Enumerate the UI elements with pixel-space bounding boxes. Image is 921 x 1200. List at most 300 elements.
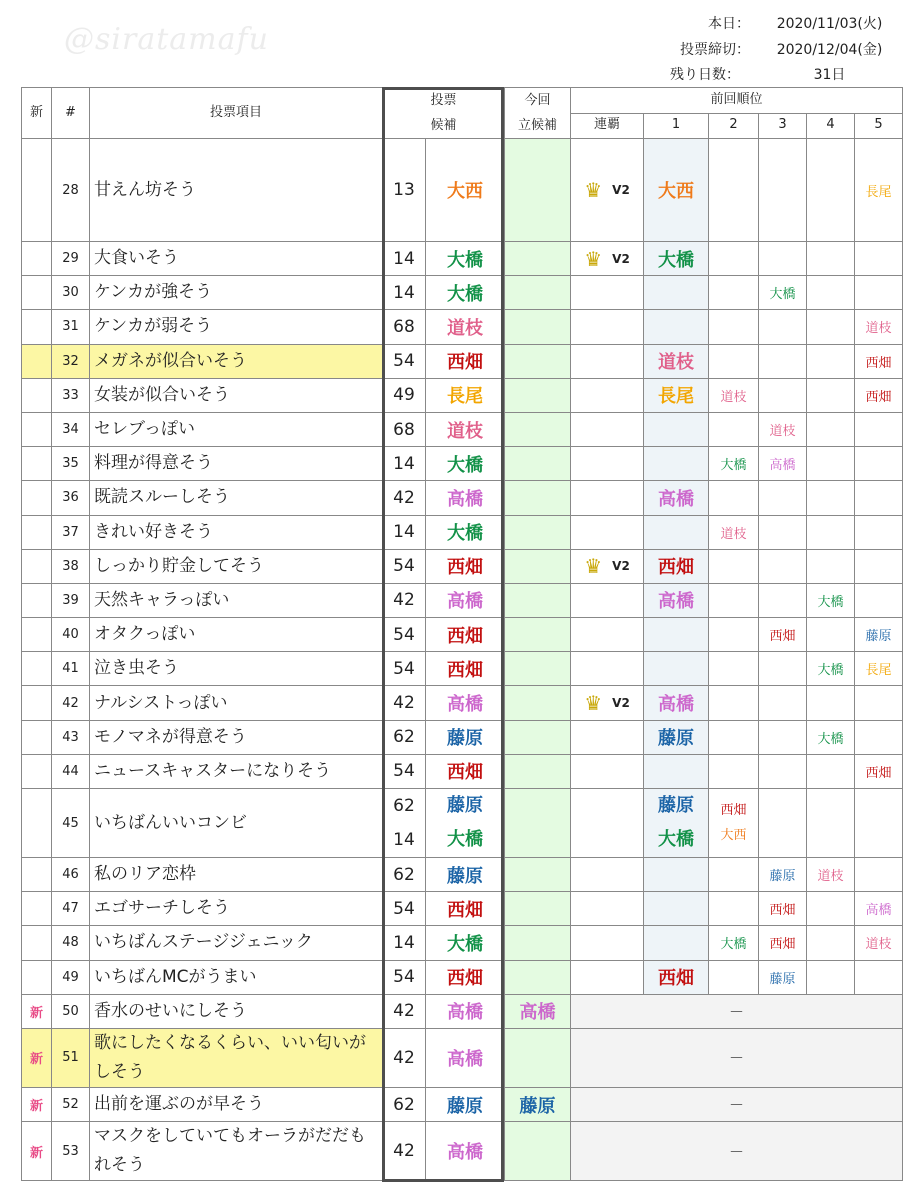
vote-item: 女装が似合いそう [90, 378, 383, 412]
rank-4-cell [807, 960, 855, 994]
crown-icon: ♛ [584, 178, 603, 202]
row-number: 49 [52, 960, 90, 994]
rank-5-cell: 西畑 [855, 754, 903, 788]
rank-4-cell [807, 276, 855, 310]
vote-candidate: 西畑 [426, 892, 505, 926]
vote-candidate: 高橋 [426, 994, 505, 1028]
rank-4-cell [807, 892, 855, 926]
today-label: 本日： [708, 16, 750, 32]
current-candidate [505, 960, 571, 994]
vote-number-1: 62 [393, 796, 415, 816]
streak-cell [571, 378, 644, 412]
new-mark [22, 447, 52, 481]
vote-item: 天然キャラっぽい [90, 583, 383, 617]
current-candidate [505, 549, 571, 583]
current-candidate [505, 618, 571, 652]
vote-item: オタクっぽい [90, 618, 383, 652]
rank-1-cell [644, 447, 709, 481]
current-candidate [505, 481, 571, 515]
rank-4-cell: 大橋 [807, 583, 855, 617]
row-number: 43 [52, 720, 90, 754]
vote-number: 42 [383, 583, 426, 617]
rank-1-cell: 藤原 [644, 720, 709, 754]
header-no: # [52, 88, 90, 139]
table-row [22, 139, 903, 242]
new-mark [22, 789, 52, 858]
header-item: 投票項目 [90, 88, 383, 139]
rank-4-cell [807, 378, 855, 412]
table-row [22, 686, 903, 720]
vote-item: メガネが似合いそう [90, 344, 383, 378]
rank-1-cell: 西畑 [644, 549, 709, 583]
new-mark [22, 926, 52, 960]
rank-2-cell [709, 652, 759, 686]
row-number: 51 [52, 1028, 90, 1087]
no-previous: － [571, 1028, 903, 1087]
row-number: 47 [52, 892, 90, 926]
table-row [22, 481, 903, 515]
table-row [22, 412, 903, 446]
rank-4-cell [807, 310, 855, 344]
vote-candidate: 西畑 [426, 618, 505, 652]
rank-4-cell [807, 344, 855, 378]
vote-candidate: 道枝 [426, 412, 505, 446]
rank-2-cell: 大橋 [709, 447, 759, 481]
header-rank-5: 5 [855, 113, 903, 139]
rank-5-cell: 西畑 [855, 344, 903, 378]
vote-candidate: 大橋 [426, 276, 505, 310]
row-number: 28 [52, 139, 90, 242]
vote-number: 68 [383, 310, 426, 344]
rank-3-cell [759, 242, 807, 276]
vote-number: 62 [383, 1087, 426, 1121]
vote-item: 香水のせいにしそう [90, 994, 383, 1028]
header-new: 新 [22, 88, 52, 139]
header-rank-2: 2 [709, 113, 759, 139]
table-row [22, 515, 903, 549]
rank-4-cell [807, 515, 855, 549]
vote-number: 14 [383, 515, 426, 549]
rank-4-cell [807, 481, 855, 515]
new-mark [22, 481, 52, 515]
rank-5-cell: 西畑 [855, 378, 903, 412]
vote-item: エゴサーチしそう [90, 892, 383, 926]
rank-5-cell [855, 583, 903, 617]
vote-item: ニュースキャスターになりそう [90, 754, 383, 788]
vote-item: マスクをしていてもオーラがだだもれそう [90, 1122, 383, 1181]
rank-5-cell: 道枝 [855, 310, 903, 344]
table-row [22, 960, 903, 994]
vote-number: 54 [383, 960, 426, 994]
rank-3-cell: 西畑 [759, 618, 807, 652]
rank-3-cell [759, 549, 807, 583]
header-current [505, 88, 571, 139]
table-row [22, 618, 903, 652]
rank-4-cell: 大橋 [807, 720, 855, 754]
rank-2-cell [709, 549, 759, 583]
vote-candidate: 藤原 [426, 858, 505, 892]
header-vote-line1: 投票 [430, 93, 457, 108]
rank-5-cell [855, 447, 903, 481]
rank-1-cell: 高橋 [644, 481, 709, 515]
vote-candidate-2: 大橋 [447, 829, 483, 850]
row-number: 36 [52, 481, 90, 515]
table-row [22, 344, 903, 378]
header-prev: 前回順位 [571, 88, 903, 114]
crown-icon: ♛ [584, 246, 603, 271]
rank-1-cell: 道枝 [644, 344, 709, 378]
table-row [22, 892, 903, 926]
rank-4-cell [807, 789, 855, 858]
rank-1-cell: 高橋 [644, 583, 709, 617]
table-row [22, 858, 903, 892]
row-number: 42 [52, 686, 90, 720]
rank-1-cell: 西畑 [644, 960, 709, 994]
current-candidate [505, 378, 571, 412]
vote-candidate: 西畑 [426, 549, 505, 583]
row-number: 52 [52, 1087, 90, 1121]
rank-2-cell [709, 686, 759, 720]
rank-5-cell [855, 960, 903, 994]
rank-1-cell: 大西 [644, 139, 709, 242]
vote-item: ナルシストっぽい [90, 686, 383, 720]
table-row [22, 789, 903, 858]
rank-4-cell [807, 926, 855, 960]
vote-number: 54 [383, 754, 426, 788]
current-candidate [505, 652, 571, 686]
row-number: 40 [52, 618, 90, 652]
vote-item: ケンカが強そう [90, 276, 383, 310]
vote-candidate: 大西 [426, 139, 505, 242]
current-candidate [505, 344, 571, 378]
rank-3-cell [759, 686, 807, 720]
rank-2-cell [709, 344, 759, 378]
vote-candidate: 西畑 [426, 754, 505, 788]
vote-candidate: 高橋 [426, 1028, 505, 1087]
table-row [22, 242, 903, 276]
vote-number: 14 [383, 276, 426, 310]
rank-1-cell: 高橋 [644, 686, 709, 720]
rank-4-cell [807, 412, 855, 446]
rank-4-cell [807, 754, 855, 788]
new-mark [22, 618, 52, 652]
streak-cell [571, 720, 644, 754]
header-current-line1: 今回 [524, 93, 551, 108]
vote-item: 料理が得意そう [90, 447, 383, 481]
vote-number: 54 [383, 652, 426, 686]
streak-cell [571, 139, 644, 242]
rank-3-cell [759, 344, 807, 378]
vote-item: しっかり貯金してそう [90, 549, 383, 583]
rank-1-cell [644, 412, 709, 446]
rank-3-cell: 藤原 [759, 960, 807, 994]
rank-5-cell [855, 720, 903, 754]
rank-5-cell: 藤原 [855, 618, 903, 652]
rank-1-name-2: 大橋 [658, 829, 695, 850]
vote-candidate: 藤原 [426, 1087, 505, 1121]
vote-item: ケンカが弱そう [90, 310, 383, 344]
rank-1-cell: 長尾 [644, 378, 709, 412]
vote-candidate: 高橋 [426, 481, 505, 515]
current-candidate [505, 892, 571, 926]
table-row [22, 926, 903, 960]
crown-icon: ♛ [584, 691, 603, 716]
rank-2-cell [709, 412, 759, 446]
current-candidate [505, 686, 571, 720]
current-candidate [505, 139, 571, 242]
vote-number-2: 14 [393, 830, 415, 850]
row-number: 46 [52, 858, 90, 892]
table-row [22, 1122, 903, 1181]
streak-cell [571, 276, 644, 310]
streak-cell [571, 481, 644, 515]
rank-3-cell: 大橋 [759, 276, 807, 310]
rank-1-cell [644, 926, 709, 960]
vote-number: 14 [383, 926, 426, 960]
current-candidate [505, 276, 571, 310]
vote-item: 泣き虫そう [90, 652, 383, 686]
rank-2-name: 西畑 [720, 803, 747, 818]
table-row [22, 652, 903, 686]
vote-item: 甘えん坊そう [90, 139, 383, 242]
vote-item: 私のリア恋枠 [90, 858, 383, 892]
new-mark [22, 378, 52, 412]
new-mark [22, 310, 52, 344]
vote-candidate: 道枝 [426, 310, 505, 344]
vote-item: 既読スルーしそう [90, 481, 383, 515]
vote-number: 54 [383, 549, 426, 583]
new-mark [22, 720, 52, 754]
vote-number: 42 [383, 686, 426, 720]
new-mark [22, 242, 52, 276]
vote-number: 42 [383, 1122, 426, 1181]
row-number: 44 [52, 754, 90, 788]
rank-1-cell: 大橋 [644, 242, 709, 276]
new-mark [22, 344, 52, 378]
current-candidate: 高橋 [505, 994, 571, 1028]
row-number: 33 [52, 378, 90, 412]
rank-2-cell [709, 583, 759, 617]
streak-cell [571, 858, 644, 892]
rank-2-cell [709, 276, 759, 310]
vote-candidate: 大橋 [426, 447, 505, 481]
vote-number: 42 [383, 1028, 426, 1087]
row-number: 35 [52, 447, 90, 481]
new-mark [22, 583, 52, 617]
new-mark [22, 754, 52, 788]
rank-3-cell: 西畑 [759, 892, 807, 926]
rank-5-cell [855, 515, 903, 549]
current-candidate [505, 1028, 571, 1087]
streak-cell [571, 686, 644, 720]
rank-4-cell [807, 686, 855, 720]
current-candidate [505, 412, 571, 446]
new-mark [22, 686, 52, 720]
deadline-label: 投票締切： [680, 42, 750, 58]
rank-2-cell [709, 310, 759, 344]
streak-cell [571, 242, 644, 276]
ranking-table [21, 87, 903, 1181]
vote-candidate: 西畑 [426, 652, 505, 686]
table-row [22, 754, 903, 788]
rank-1-cell [644, 789, 709, 858]
vote-item: 大食いそう [90, 242, 383, 276]
streak-cell [571, 412, 644, 446]
rank-2-cell [709, 139, 759, 242]
rank-3-cell: 藤原 [759, 858, 807, 892]
header-rank-4: 4 [807, 113, 855, 139]
current-candidate [505, 754, 571, 788]
vote-candidate: 西畑 [426, 344, 505, 378]
rank-5-cell [855, 686, 903, 720]
vote-number: 49 [383, 378, 426, 412]
vote-candidate: 長尾 [426, 378, 505, 412]
row-number: 29 [52, 242, 90, 276]
rank-2-name-2: 大西 [720, 828, 747, 843]
rank-3-cell [759, 515, 807, 549]
vote-number: 62 [383, 858, 426, 892]
current-candidate [505, 1122, 571, 1181]
rank-2-cell: 道枝 [709, 378, 759, 412]
streak-cell [571, 960, 644, 994]
new-mark [22, 858, 52, 892]
header-current-line2: 立候補 [518, 118, 558, 133]
rank-5-cell [855, 549, 903, 583]
rank-3-cell: 道枝 [759, 412, 807, 446]
streak-cell [571, 447, 644, 481]
rank-4-cell: 大橋 [807, 652, 855, 686]
current-candidate [505, 858, 571, 892]
header-vote-line2: 候補 [430, 118, 457, 133]
rank-5-cell [855, 789, 903, 858]
vote-candidate: 大橋 [426, 515, 505, 549]
vote-candidate: 大橋 [426, 242, 505, 276]
current-candidate [505, 720, 571, 754]
vote-candidate: 大橋 [426, 926, 505, 960]
rank-1-cell [644, 652, 709, 686]
streak-cell [571, 583, 644, 617]
new-mark [22, 549, 52, 583]
rank-3-cell [759, 139, 807, 242]
current-candidate [505, 447, 571, 481]
streak-cell [571, 310, 644, 344]
vote-number: 42 [383, 481, 426, 515]
current-candidate [505, 515, 571, 549]
rank-2-cell [709, 960, 759, 994]
table-row [22, 549, 903, 583]
no-previous: － [571, 994, 903, 1028]
row-number: 38 [52, 549, 90, 583]
vote-item: いちばんいいコンビ [90, 789, 383, 858]
rank-3-cell [759, 310, 807, 344]
crown-icon: ♛ [584, 554, 603, 579]
current-candidate: 藤原 [505, 1087, 571, 1121]
vote-number: 54 [383, 892, 426, 926]
streak-count: V2 [612, 183, 630, 197]
table-row [22, 720, 903, 754]
vote-candidate: 高橋 [426, 583, 505, 617]
rank-5-cell [855, 858, 903, 892]
rank-2-cell: 大橋 [709, 926, 759, 960]
rank-3-cell: 西畑 [759, 926, 807, 960]
row-number: 31 [52, 310, 90, 344]
vote-item: きれい好きそう [90, 515, 383, 549]
rank-2-cell [709, 481, 759, 515]
no-previous: － [571, 1087, 903, 1121]
header-rank-3: 3 [759, 113, 807, 139]
vote-item: モノマネが得意そう [90, 720, 383, 754]
rank-5-cell [855, 412, 903, 446]
table-row [22, 378, 903, 412]
row-number: 41 [52, 652, 90, 686]
row-number: 32 [52, 344, 90, 378]
header-rank-1: 1 [644, 113, 709, 139]
rank-3-cell [759, 378, 807, 412]
rank-5-cell: 長尾 [855, 652, 903, 686]
streak-cell [571, 652, 644, 686]
row-number: 34 [52, 412, 90, 446]
current-candidate [505, 926, 571, 960]
rank-3-cell: 高橋 [759, 447, 807, 481]
streak-cell [571, 549, 644, 583]
rank-3-cell [759, 583, 807, 617]
rank-5-cell: 高橋 [855, 892, 903, 926]
rank-4-cell [807, 447, 855, 481]
rank-1-cell [644, 892, 709, 926]
rank-1-cell [644, 754, 709, 788]
vote-candidate [426, 789, 505, 858]
streak-cell [571, 926, 644, 960]
new-mark [22, 515, 52, 549]
new-mark: 新 [22, 1028, 52, 1087]
streak-cell [571, 892, 644, 926]
rank-3-cell [759, 720, 807, 754]
table-row [22, 1028, 903, 1087]
rank-2-cell [709, 858, 759, 892]
new-mark [22, 960, 52, 994]
vote-item: 出前を運ぶのが早そう [90, 1087, 383, 1121]
table-body [22, 139, 903, 1181]
new-mark [22, 276, 52, 310]
table-row [22, 447, 903, 481]
vote-item: いちばんステージジェニック [90, 926, 383, 960]
row-number: 50 [52, 994, 90, 1028]
table-row [22, 310, 903, 344]
header-vote [383, 88, 505, 139]
vote-candidate: 高橋 [426, 1122, 505, 1181]
current-candidate [505, 789, 571, 858]
vote-candidate-1: 藤原 [447, 795, 483, 816]
rank-4-cell: 道枝 [807, 858, 855, 892]
table-row [22, 994, 903, 1028]
deadline-value: 2020/12/04(金) [776, 42, 883, 58]
new-mark: 新 [22, 1087, 52, 1121]
streak-cell [571, 754, 644, 788]
remaining-label: 残り日数： [670, 67, 740, 83]
today-value: 2020/11/03(火) [776, 16, 883, 32]
vote-number: 13 [383, 139, 426, 242]
rank-3-cell [759, 652, 807, 686]
vote-number: 62 [383, 720, 426, 754]
rank-2-cell [709, 720, 759, 754]
streak-cell [571, 344, 644, 378]
vote-number [383, 789, 426, 858]
rank-1-cell [644, 858, 709, 892]
rank-5-cell [855, 242, 903, 276]
rank-1-name: 藤原 [658, 795, 695, 816]
remaining-value: 31日 [813, 67, 846, 83]
vote-number: 54 [383, 618, 426, 652]
